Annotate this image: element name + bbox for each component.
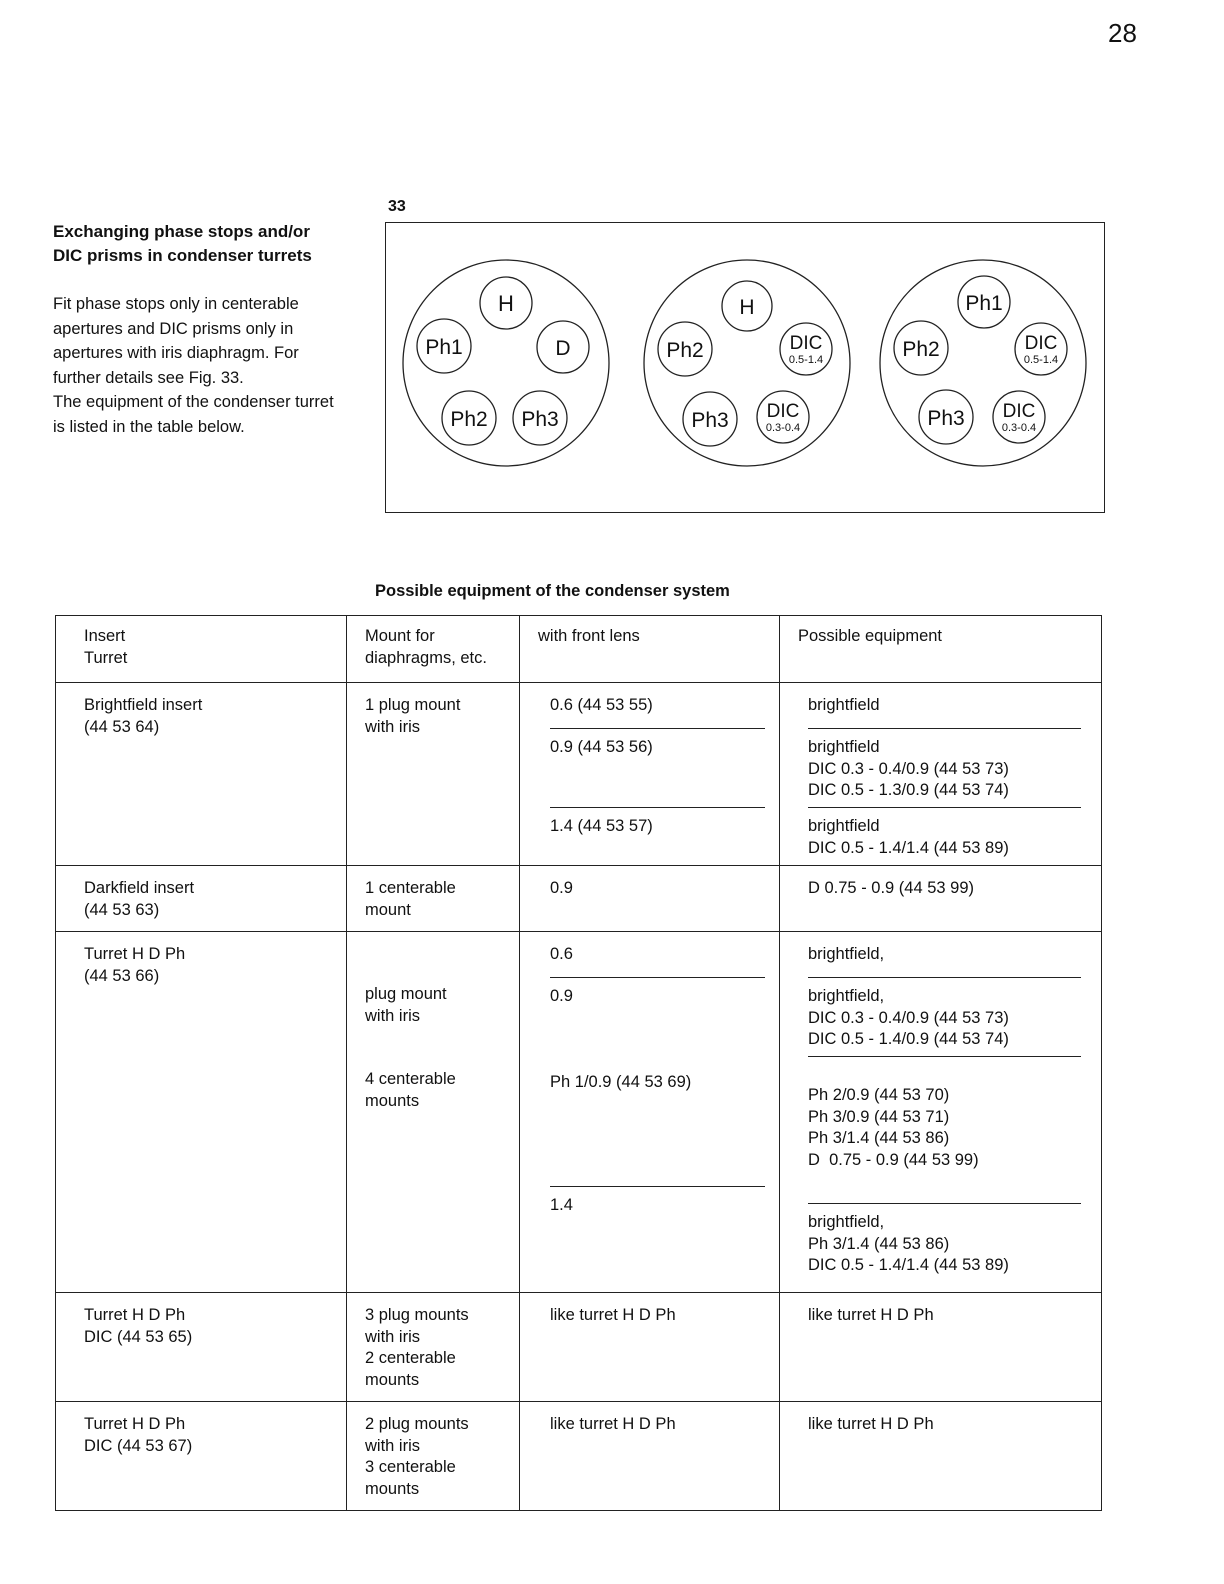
aperture-label: Ph1 — [965, 292, 1003, 315]
body-line: further details see Fig. 33. — [53, 368, 244, 387]
cell-line: like turret H D Ph — [808, 1415, 934, 1433]
lens-segment — [550, 808, 765, 844]
table-caption: Possible equipment of the condenser system — [375, 582, 730, 600]
equipment-segment — [808, 729, 1081, 808]
lens-cell — [520, 1293, 780, 1402]
body-line: The equipment of the condenser turret — [53, 393, 334, 411]
cell-line: 2 plug mounts — [365, 1415, 469, 1433]
aperture-d — [537, 321, 589, 373]
cell-line: Turret H D Ph — [84, 945, 186, 963]
aperture-ph3 — [919, 390, 973, 444]
body-line: is listed in the table below. — [53, 417, 245, 436]
section-heading — [53, 220, 363, 268]
aperture-label: Ph1 — [425, 336, 463, 359]
cell-line: like turret H D Ph — [550, 1415, 676, 1433]
cell-line: brightfield, — [808, 987, 885, 1005]
table-row — [56, 1293, 1102, 1402]
cell-line: DIC 0.5 - 1.4/1.4 (44 53 89) — [808, 1256, 1009, 1274]
heading-line: Exchanging phase stops and/or — [53, 222, 310, 241]
aperture-range: 0.3-0.4 — [765, 422, 801, 434]
turret-diagram — [386, 223, 1106, 514]
lens-segment — [550, 936, 765, 978]
table-row — [56, 866, 1102, 932]
equipment-cell — [780, 1402, 1102, 1511]
cell-line: DIC (44 53 67) — [84, 1436, 193, 1455]
aperture-label: Ph3 — [691, 409, 729, 432]
header-front-lens — [520, 616, 780, 683]
insert-cell — [56, 866, 347, 932]
cell-line: 1 plug mount — [365, 696, 461, 714]
body-line: apertures with iris diaphragm. For — [53, 344, 299, 362]
body-line: apertures and DIC prisms only in — [53, 319, 294, 338]
aperture-dic-03-04 — [993, 391, 1045, 443]
aperture-label: DIC — [1024, 333, 1058, 354]
aperture-dic-03-04 — [757, 391, 809, 443]
aperture-label: DIC — [789, 333, 823, 354]
cell-line: like turret H D Ph — [808, 1306, 934, 1324]
cell-line: 1.4 (44 53 57) — [550, 817, 653, 835]
aperture-ph3 — [683, 392, 737, 446]
cell-line: Ph 3/1.4 (44 53 86) — [808, 1234, 950, 1253]
cell-line: 3 plug mounts — [365, 1306, 469, 1324]
cell-line: Turret H D Ph — [84, 1306, 186, 1324]
header-equipment — [780, 616, 1102, 683]
lens-segment — [550, 687, 765, 729]
condenser-equipment-table — [55, 615, 1102, 1511]
cell-line: 3 centerable — [365, 1458, 456, 1476]
cell-line: DIC 0.5 - 1.3/0.9 (44 53 74) — [808, 781, 1009, 799]
aperture-ph1 — [958, 276, 1010, 328]
header-line: Mount for — [365, 627, 435, 645]
section-body — [53, 292, 373, 439]
cell-line: with iris — [365, 1006, 421, 1025]
aperture-dic-05-14 — [1015, 323, 1067, 375]
cell-line: 4 centerable — [365, 1070, 456, 1088]
cell-line: with iris — [365, 717, 421, 736]
insert-cell — [56, 932, 347, 1293]
cell-line: Brightfield insert — [84, 696, 203, 714]
aperture-label: H — [739, 296, 755, 319]
header-line: diaphragms, etc. — [365, 648, 487, 667]
aperture-h — [722, 281, 772, 331]
cell-line: DIC 0.5 - 1.4/0.9 (44 53 74) — [808, 1030, 1009, 1048]
lens-segment — [550, 729, 765, 808]
cell-line: (44 53 63) — [84, 900, 160, 919]
equipment-segment — [808, 1204, 1081, 1292]
equipment-segment — [808, 687, 1081, 729]
aperture-label: Ph3 — [521, 408, 559, 431]
insert-cell — [56, 683, 347, 866]
equipment-cell — [780, 1293, 1102, 1402]
aperture-label: Ph2 — [902, 338, 940, 361]
aperture-ph2 — [442, 391, 496, 445]
table-header-row — [56, 616, 1102, 683]
cell-line: Turret H D Ph — [84, 1415, 186, 1433]
aperture-range: 0.5-1.4 — [1023, 354, 1059, 366]
aperture-ph2 — [658, 322, 712, 376]
lens-segment — [550, 1187, 765, 1275]
aperture-dic-05-14 — [780, 323, 832, 375]
cell-line: mounts — [365, 1091, 420, 1110]
turret-3 — [880, 260, 1086, 466]
aperture-label: Ph2 — [666, 339, 704, 362]
aperture-label: Ph2 — [450, 408, 488, 431]
cell-line: DIC (44 53 65) — [84, 1327, 193, 1346]
cell-line: brightfield, — [808, 945, 885, 963]
aperture-ph1 — [417, 319, 471, 373]
cell-line: 1 centerable — [365, 879, 456, 897]
cell-line: 1.4 — [550, 1196, 573, 1214]
cell-line: 0.6 (44 53 55) — [550, 696, 653, 714]
cell-line: like turret H D Ph — [550, 1306, 676, 1324]
cell-line: (44 53 64) — [84, 717, 160, 736]
aperture-range: 0.5-1.4 — [788, 354, 824, 366]
aperture-label: H — [498, 291, 514, 316]
cell-line: brightfield — [808, 817, 880, 835]
cell-line: 0.9 (44 53 56) — [550, 738, 653, 756]
turret-1 — [403, 260, 609, 466]
figure-33 — [385, 222, 1105, 513]
cell-line: brightfield — [808, 738, 880, 756]
mount-cell — [347, 866, 520, 932]
table-row — [56, 1402, 1102, 1511]
cell-line: (44 53 66) — [84, 966, 160, 985]
aperture-label: DIC — [766, 401, 800, 422]
cell-line: 0.6 — [550, 945, 573, 963]
cell-line: mount — [365, 900, 411, 919]
cell-line: DIC 0.5 - 1.4/1.4 (44 53 89) — [808, 838, 1009, 857]
turret-2 — [644, 260, 850, 466]
header-line: Possible equipment — [798, 627, 943, 645]
figure-number: 33 — [388, 198, 406, 215]
cell-line: mounts — [365, 1479, 420, 1498]
header-line: Insert — [84, 627, 126, 645]
aperture-h — [480, 277, 532, 329]
heading-line: DIC prisms in condenser turrets — [53, 246, 312, 265]
lens-cell — [520, 1402, 780, 1511]
cell-line: DIC 0.3 - 0.4/0.9 (44 53 73) — [808, 1008, 1009, 1027]
mount-cell — [347, 1293, 520, 1402]
mount-cell — [347, 1402, 520, 1511]
cell-line: Ph 3/0.9 (44 53 71) — [808, 1107, 950, 1126]
cell-line: D 0.75 - 0.9 (44 53 99) — [808, 879, 975, 897]
lens-cell — [520, 683, 780, 866]
mount-cell — [347, 932, 520, 1293]
cell-line: Ph 1/0.9 (44 53 69) — [550, 1072, 692, 1091]
cell-line: D 0.75 - 0.9 (44 53 99) — [808, 1150, 979, 1169]
equipment-segment — [808, 1057, 1081, 1204]
header-mount — [347, 616, 520, 683]
table-row — [56, 932, 1102, 1293]
cell-line: 0.9 — [550, 879, 573, 897]
cell-line: mounts — [365, 1370, 420, 1389]
header-line: Turret — [84, 648, 128, 667]
header-line: with front lens — [538, 627, 640, 645]
aperture-range: 0.3-0.4 — [1001, 422, 1037, 434]
cell-line: 2 centerable — [365, 1349, 456, 1367]
cell-line: plug mount — [365, 985, 447, 1003]
body-line: Fit phase stops only in centerable — [53, 295, 299, 313]
lens-cell — [520, 932, 780, 1293]
cell-line: brightfield, — [808, 1213, 885, 1231]
lens-segment — [550, 978, 765, 1187]
lens-cell — [520, 866, 780, 932]
header-insert — [56, 616, 347, 683]
cell-line: Ph 2/0.9 (44 53 70) — [808, 1086, 950, 1104]
cell-line: with iris — [365, 1436, 421, 1455]
mount-cell — [347, 683, 520, 866]
table-row — [56, 683, 1102, 866]
cell-line: with iris — [365, 1327, 421, 1346]
aperture-label: DIC — [1002, 401, 1036, 422]
cell-line: DIC 0.3 - 0.4/0.9 (44 53 73) — [808, 759, 1009, 778]
aperture-ph2 — [894, 321, 948, 375]
equipment-segment — [808, 808, 1081, 865]
cell-line: Darkfield insert — [84, 879, 195, 897]
equipment-cell — [780, 866, 1102, 932]
aperture-ph3 — [513, 391, 567, 445]
equipment-cell — [780, 683, 1102, 866]
cell-line: 0.9 — [550, 987, 573, 1005]
aperture-label: Ph3 — [927, 407, 965, 430]
equipment-segment — [808, 978, 1081, 1057]
equipment-cell — [780, 932, 1102, 1293]
insert-cell — [56, 1402, 347, 1511]
cell-line: brightfield — [808, 696, 880, 714]
equipment-segment — [808, 936, 1081, 978]
aperture-label: D — [555, 337, 571, 360]
cell-line: Ph 3/1.4 (44 53 86) — [808, 1129, 950, 1147]
page-number: 28 — [1108, 18, 1137, 48]
insert-cell — [56, 1293, 347, 1402]
